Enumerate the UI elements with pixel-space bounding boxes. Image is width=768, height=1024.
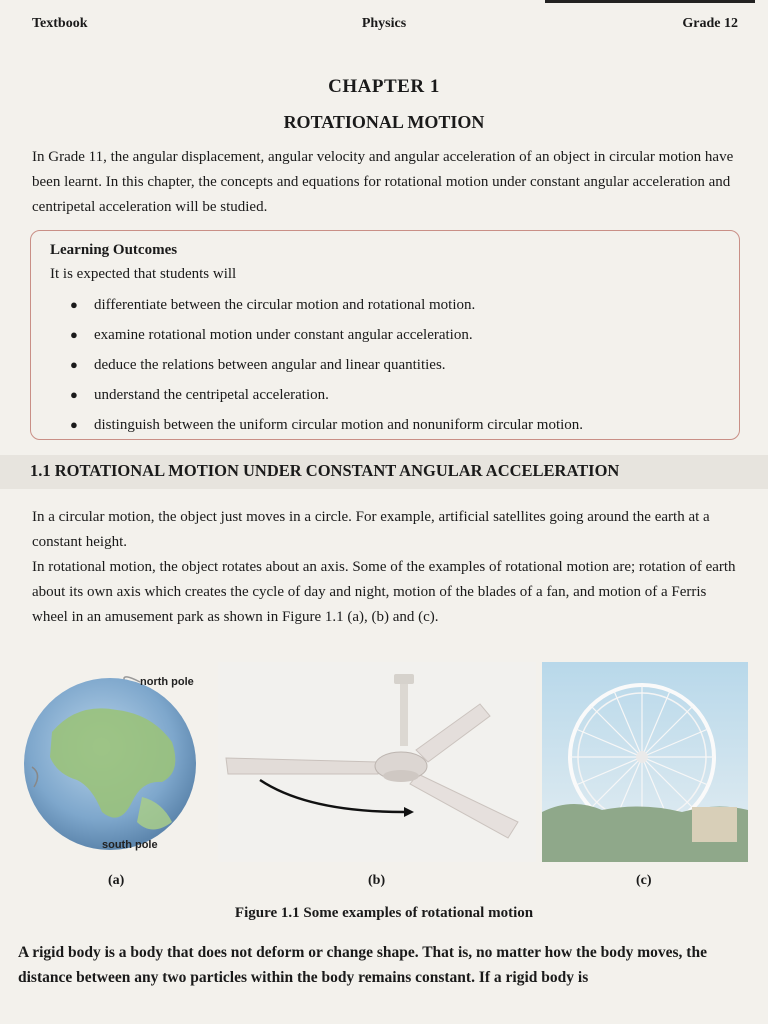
list-item bbox=[70, 350, 730, 380]
outcome-text: understand the centripetal acceleration. bbox=[94, 387, 329, 403]
figure-caption: Figure 1.1 Some examples of rotational motion bbox=[234, 905, 534, 921]
learning-outcomes-title: Learning Outcomes bbox=[50, 242, 178, 258]
bullet-icon: ● bbox=[70, 417, 78, 432]
intro-paragraph: In Grade 11, the angular displacement, angular velocity and angular acceleration of an object in circular motion have been learnt. In this chapter, the concepts and equations for rotational motion under constant angular acceleration and centripetal acceleration will be studied. bbox=[32, 149, 734, 215]
chapter-number: CHAPTER 1 bbox=[328, 76, 440, 97]
list-item bbox=[70, 290, 730, 320]
learning-outcomes-list bbox=[70, 290, 730, 440]
fan-rod bbox=[400, 684, 408, 746]
bullet-icon: ● bbox=[70, 387, 78, 402]
outcome-text: deduce the relations between angular and linear quantities. bbox=[94, 357, 446, 373]
bullet-icon: ● bbox=[70, 297, 78, 312]
header-subject: Physics bbox=[361, 16, 407, 31]
figure-label-a: (a) bbox=[108, 873, 125, 888]
list-item bbox=[70, 380, 730, 410]
section-paragraph-2: In rotational motion, the object rotates about an axis. Some of the examples of rotational motion are; rotation of earth about its own axis which creates the cycle of day and night, motion of the blades of a fan, and motion of a Ferris wheel in an amusement park as shown in Figure 1.1 (a), (b) and (c). bbox=[32, 559, 736, 625]
chapter-title: ROTATIONAL MOTION bbox=[283, 112, 485, 132]
ferris-wheel-image bbox=[542, 662, 748, 862]
earth-globe-image bbox=[22, 662, 212, 862]
learning-outcomes-lead: It is expected that students will bbox=[50, 266, 237, 282]
outcome-text: examine rotational motion under constant angular acceleration. bbox=[94, 327, 473, 343]
header-left: Textbook bbox=[32, 16, 88, 31]
north-pole-label: north pole bbox=[140, 676, 194, 688]
header-grade: Grade 12 bbox=[682, 16, 738, 31]
outcome-text: differentiate between the circular motion and rotational motion. bbox=[94, 297, 476, 313]
list-item bbox=[70, 320, 730, 350]
bullet-icon: ● bbox=[70, 327, 78, 342]
list-item bbox=[70, 410, 730, 440]
building bbox=[692, 807, 737, 842]
rigid-body-paragraph: A rigid body is a body that does not deform or change shape. That is, no matter how the body moves, the distance between any two particles within the body remains constant. If a rigid body is bbox=[18, 944, 707, 986]
figure-label-c: (c) bbox=[636, 873, 652, 888]
figure-label-b: (b) bbox=[368, 873, 386, 888]
outcome-text: distinguish between the uniform circular motion and nonuniform circular motion. bbox=[94, 417, 584, 433]
south-pole-label: south pole bbox=[102, 839, 158, 851]
section-heading: 1.1 ROTATIONAL MOTION UNDER CONSTANT ANGULAR ACCELERATION bbox=[30, 461, 620, 480]
ceiling-fan-image bbox=[218, 662, 536, 862]
top-rule bbox=[545, 0, 755, 3]
section-paragraph-1: In a circular motion, the object just moves in a circle. For example, artificial satellites going around the earth at a constant height. bbox=[32, 509, 710, 550]
bullet-icon: ● bbox=[70, 357, 78, 372]
